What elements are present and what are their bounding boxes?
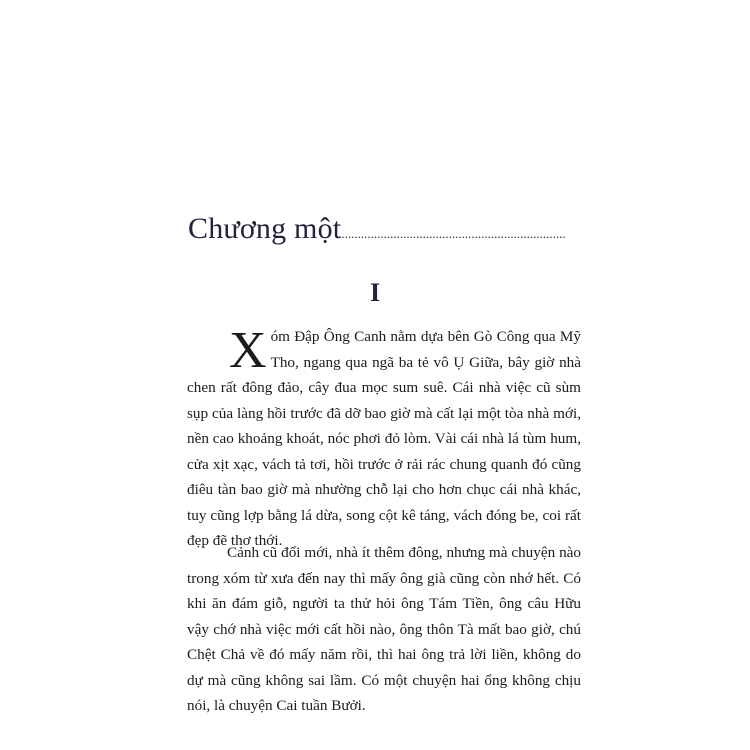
drop-cap: X bbox=[229, 322, 267, 379]
paragraph-2 bbox=[187, 540, 581, 719]
chapter-title: Chương một bbox=[188, 212, 342, 245]
paragraph-1 bbox=[187, 324, 581, 554]
chapter-title-leader-dots: ..................................................................... bbox=[341, 226, 566, 241]
chapter-heading bbox=[188, 212, 583, 252]
paragraph-1-text: óm Đập Ông Canh nằm dựa bên Gò Công qua Mỹ Tho, ngang qua ngã ba tẻ vô Ụ Giữa, bây giờ nhà chen rất đông đảo, cây đua mọc sum suê. Cái nhà việc cũ sùm sụp của làng hồi trước đã dỡ bao giờ mà cất lại một tòa nhà mới, nền cao khoảng khoát, nóc phơi đỏ lòm. Vài cái nhà lá tùm hum, cửa xịt xạc, vách tả tơi, hồi trước ở rải rác chung quanh đó cũng điêu tàn bao giờ mà nhường chỗ lại cho hơn chục cái nhà khác, tuy cũng lợp bằng lá dừa, song cột kê táng, vách đóng be, coi rất đẹp đẽ thơ thới. bbox=[187, 328, 581, 549]
paragraph-2-text: Cảnh cũ đổi mới, nhà ít thêm đông, nhưng mà chuyện nào trong xóm từ xưa đến nay thì mấy ông già cũng còn nhớ hết. Có khi ăn đám giỗ, người ta thử hỏi ông Tám Tiền, ông câu Hữu vậy chớ nhà việc mới cất hồi nào, ông thôn Tà mất bao giờ, chú Chệt Chả về đó mấy năm rồi, thì hai ông trả lời liền, không do dự mà cũng không sai lầm. Có một chuyện hai ổng không chịu nói, là chuyện Cai tuần Bưởi. bbox=[187, 544, 581, 714]
section-number: I bbox=[369, 278, 381, 307]
